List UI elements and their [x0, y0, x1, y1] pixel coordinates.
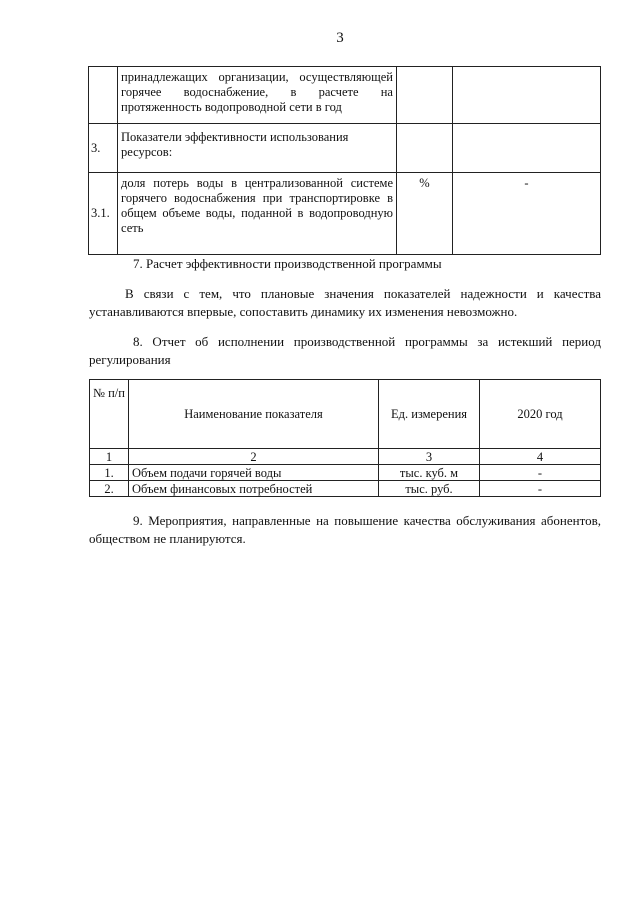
- indicator-name: Объем подачи горячей воды: [129, 465, 379, 481]
- indicator-value: -: [480, 465, 601, 481]
- table-row: [89, 67, 601, 124]
- column-header-name: Наименование показателя: [129, 380, 379, 449]
- column-number-row: [90, 449, 601, 465]
- column-header-year: 2020 год: [480, 380, 601, 449]
- column-header-unit: Ед. измерения: [379, 380, 480, 449]
- page-number: 3: [336, 30, 344, 46]
- indicator-name: Показатели эффективности использования ресурсов:: [118, 124, 397, 173]
- table-row: [90, 465, 601, 481]
- section-8-heading: 8. Отчет об исполнении производственной программы за истекший период регулирования: [89, 334, 601, 367]
- column-number: 4: [480, 449, 601, 465]
- indicator-name: доля потерь воды в централизованной системе горячего водоснабжения при транспортировке в общем объеме воды, поданной в водопроводную сеть: [118, 173, 397, 255]
- indicator-unit: тыс. куб. м: [379, 465, 480, 481]
- table-row: [90, 481, 601, 497]
- indicator-name: принадлежащих организации, осуществляющей горячее водоснабжение, в расчете на протяженность водопроводной сети в год: [118, 67, 397, 124]
- table-row: [89, 124, 601, 173]
- row-number: [89, 67, 118, 124]
- column-number: 3: [379, 449, 480, 465]
- indicator-value: [453, 67, 601, 124]
- row-number: 1.: [90, 465, 129, 481]
- column-header-number: № п/п: [90, 380, 129, 449]
- column-number: 2: [129, 449, 379, 465]
- row-number: 3.: [89, 124, 118, 173]
- report-table: [89, 379, 601, 497]
- indicator-unit: тыс. руб.: [379, 481, 480, 497]
- indicator-unit: [397, 67, 453, 124]
- indicator-value: -: [453, 173, 601, 255]
- indicator-value: -: [480, 481, 601, 497]
- section-9-text: 9. Мероприятия, направленные на повышение качества обслуживания абонентов, обществом не планируются.: [89, 513, 601, 546]
- indicators-table: [88, 66, 601, 255]
- row-number: 2.: [90, 481, 129, 497]
- indicator-value: [453, 124, 601, 173]
- table-row: [89, 173, 601, 255]
- indicator-name: Объем финансовых потребностей: [129, 481, 379, 497]
- indicator-unit: %: [397, 173, 453, 255]
- section-7-heading: 7. Расчет эффективности производственной программы: [133, 256, 442, 271]
- row-number: 3.1.: [89, 173, 118, 255]
- table-header-row: [90, 380, 601, 449]
- indicator-unit: [397, 124, 453, 173]
- section-7-text: В связи с тем, что плановые значения показателей надежности и качества устанавливаются впервые, сопоставить динамику их изменения невозможно.: [89, 286, 601, 319]
- column-number: 1: [90, 449, 129, 465]
